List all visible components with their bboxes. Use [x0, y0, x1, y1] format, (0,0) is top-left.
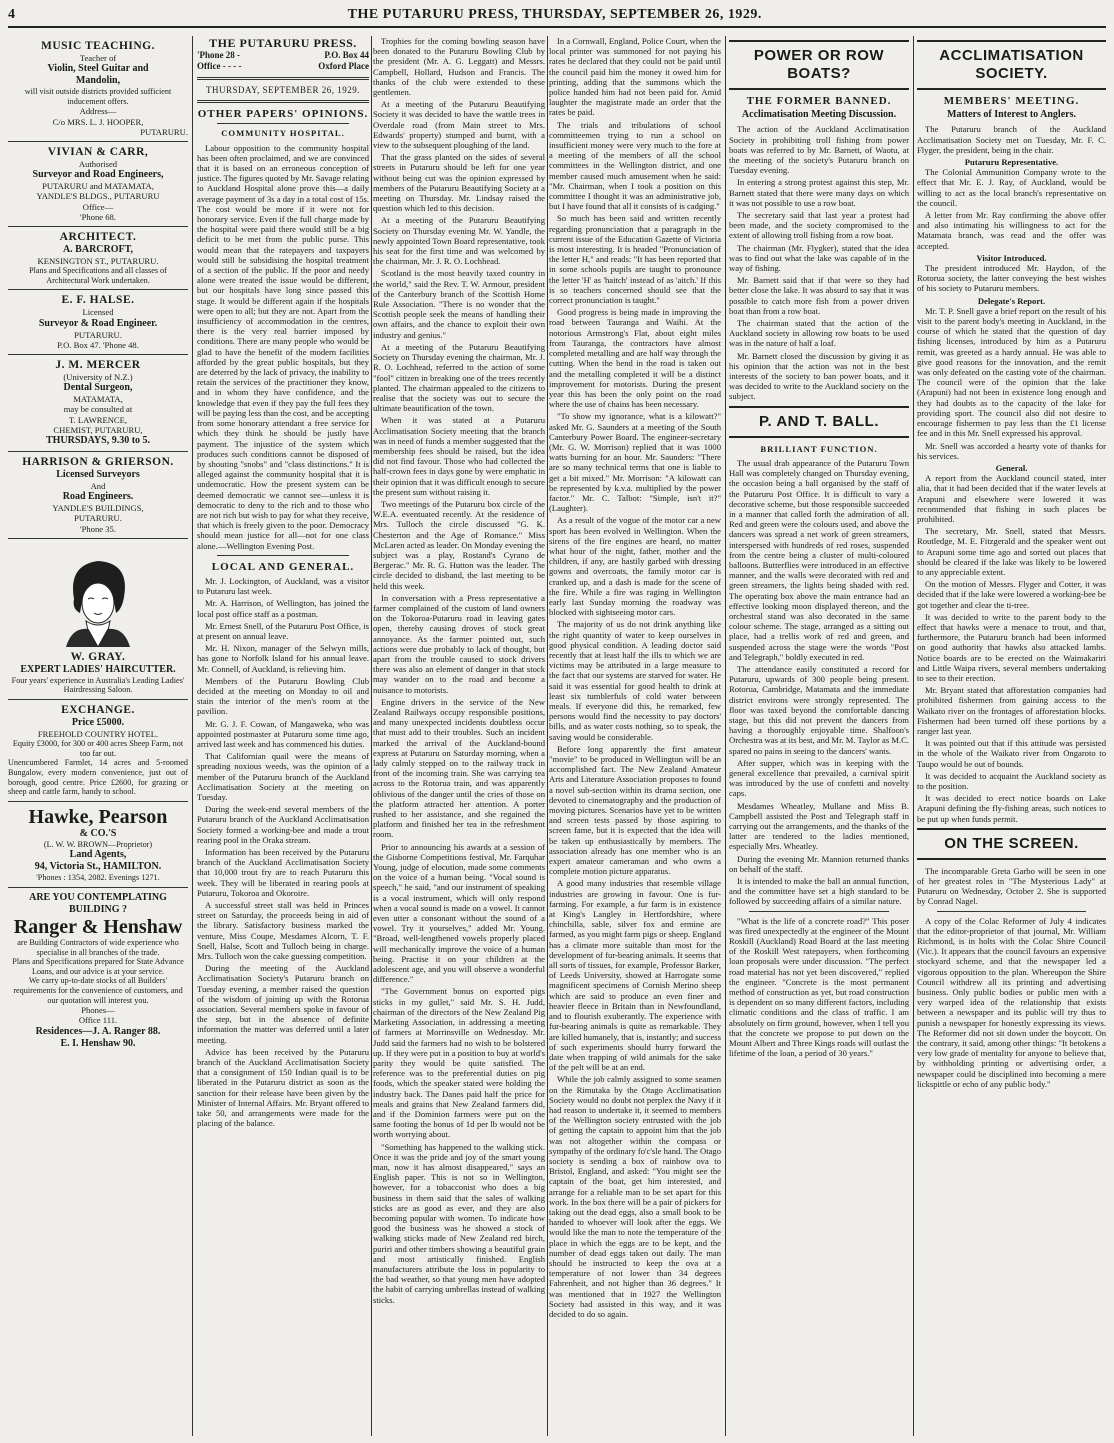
- column-rule: [913, 36, 914, 1436]
- ad-line: P.O. Box 47. 'Phone 48.: [57, 339, 139, 350]
- anglers-subheading: Matters of Interest to Anglers.: [947, 109, 1076, 121]
- mercer-ad: [8, 355, 188, 452]
- ad-line: 94, Victoria St., HAMILTON.: [34, 861, 162, 873]
- news-item: The majority of us do not drink anything like the right quantity of water to keep ourselves in good physical condition. A leading doctor said recently that at least half the ills to which we are victims may be attributed in a large measure to the fact that our systems are starved for water. He said it was essential for good health to drink at least six tumblerfuls of cold water between meals. If everyone did this, he remarked, few persons would find the necessity to pay doctors' bills, and as water costs nothing, so to speak, the saving would be considerable.: [549, 619, 721, 742]
- ad-title: Hawke, Pearson: [28, 805, 168, 828]
- paper-phone: 'Phone 28 -: [197, 50, 241, 60]
- news-item: A good many industries that resemble village industries are growing in favour. One is fur-farming. For example, a fur farm is in existence at King's Langley in Hertfordshire, where chinchilla, sable, silver fox and ermine are farmed, as you might farm pigs or sheep. England has a climate more suitable than most for the development of fur-bearing animals. It seems that all sorts of tissues, for example, Professor Barker, of Leeds University, showed at Harrogate some magnificent specimens of Cornish Merino sheep which are said to produce an even finer and heavier fleece in Britain than in Newfoundland, and to flourish exuberantly. The experience with fur-bearing animals is quite as remarkable. They are killed humanely, that is, instantly; and success of such experiments should hurry forward the date when trapping of wild animals for the sake of the pelt will be at an end.: [549, 878, 721, 1073]
- ad-line: Residences—J. A. Ranger 88.: [35, 1025, 161, 1037]
- members-meeting-subheading: MEMBERS' MEETING.: [943, 95, 1080, 107]
- article-paragraph: It was decided to erect notice boards on Lake Arapuni defining the fly-fishing areas, such notices to be put up when funds permit.: [917, 793, 1106, 824]
- halse-ad: [8, 290, 188, 355]
- divider: [217, 555, 349, 556]
- page-masthead: [8, 4, 1106, 28]
- ranger-henshaw-ad: [8, 888, 188, 1054]
- ad-title: HARRISON & GRIERSON.: [22, 456, 174, 469]
- news-item: "To show my ignorance, what is a kilowatt?" asked Mr. G. Saunders at a meeting of the South Canterbury Power Board. The engineer-secretary (Mr. G. W. Morrison) replied that it was 1000 watts burning for an hour. Mr. Saunders: "There are so many technical terms that one is liable to get a bit mixed." Mr. Morrison: "A kilowatt can be represented by k.v.a. multiplied by the power factor." Mr. C. Talbot: "Simple, isn't it?" (Laughter).: [549, 411, 721, 514]
- article-paragraph: After supper, which was in keeping with the general excellence that prevailed, a carnival spirit was introduced by the use of confetti and novelty caps.: [729, 757, 909, 799]
- paper-office: Office - - - -: [197, 61, 242, 71]
- harrison-grierson-ad: [8, 452, 188, 539]
- news-item: That Californian quail were the means of spreading noxious weeds, was the opinion of a member of the Putaruru branch of the Auckland Acclimatisation Society at the meeting on Tuesday.: [197, 751, 369, 802]
- news-item: Information has been received by the Putaruru branch of the Auckland Acclimatisation Society that 10,000 trout fry are to reach Putaruru this week. They will be liberated in rearing pools at Putaruru, Tokoroa and Okoroire.: [197, 847, 369, 898]
- ad-line: ARE YOU CONTEMPLATING BUILDING ?: [29, 891, 167, 915]
- ad-title: Ranger & Henshaw: [13, 915, 183, 938]
- ad-line: And: [90, 481, 106, 492]
- article-paragraph: Mr. Bryant stated that afforestation companies had prohibited fishermen from gaining access to the Waikato river on the frontages of afforestation blocks. Fishermen had been turned off these portions by a ranger last year.: [917, 685, 1106, 736]
- ad-line: (L. W. W. BROWN—Proprietor): [43, 839, 153, 849]
- news-item: At a meeting of the Putaruru Beautifying Society on Thursday evening the chairman, Mr. J. R. O. Lochhead, referred to the action of some "fool" citizen in breaking one of the trees recently planted. The chairman appealed to the citizens to realise that the society was out to secure the ultimate beautification of the town.: [373, 341, 545, 414]
- article-paragraph: The secretary said that last year a protest had been made, and the society compromised to the extent of allowing troll fishing from a row boat.: [729, 210, 909, 241]
- news-item: Engine drivers in the service of the New Zealand Railways occupy responsible positions, and many unexpected incidents doubtless occur that must add to their troubles. Such an incident marked the arrival of the Auckland-bound express at Putaruru on Saturday morning, when a lady calmly stepped on to the railway track in front of the incoming train. She was carrying tea across to the Rotorua train, and was apparently oblivious of the danger until the cries of those on the platform attracted her attention. A porter rushed to her assistance, and she regained the platform and finished her tea in the refreshment room.: [373, 696, 545, 840]
- news-item: The trials and tribulations of school committeemen trying to run a school on insufficient money were very much to the fore at a meeting of the members of all the school committees in the Wellington district, and one member caused much amusement when he said: "Mr. Chairman, when I took a position on this committee I thought it was an administrative job, but I have found that all it consists of is cadging.": [549, 119, 721, 212]
- ad-line: T. LAWRENCE,: [68, 414, 128, 425]
- local-general-heading: LOCAL AND GENERAL.: [211, 560, 355, 573]
- article-paragraph: The incomparable Greta Garbo will be seen in one of her greatest roles in "The Mysterious Lady" at Putaruru on Wednesday, October 2. She is supported by Conrad Nagel.: [917, 865, 1106, 907]
- hawke-pearson-ad: [8, 802, 188, 888]
- column-news-5: [729, 36, 909, 1436]
- ad-title: VIVIAN & CARR,: [47, 146, 149, 158]
- column-news-6: [917, 36, 1106, 1436]
- article-paragraph: Mr. T. P. Snell gave a brief report on the result of his visit to the parent body's meeting in Auckland, in the course of which he stated that the question of day fishing licenses, introduced by him as a Putaruru remit, was greeted as a hardy annual. He was able to give good reasons for the innovation, and the remit was only defeated on the casting vote of the chairman. The council were of the opinion that the lake (Arapuni) had not been in existence long enough and they had doubts as to the capacity of the lake for providing sport. The council also did not desire to encourage fishermen to pay less than the £1 license fee and in this Mr. Snell expressed his approval.: [917, 305, 1106, 439]
- article-paragraph: The attendance easily constituted a record for Putaruru, upwards of 300 people being present. Rotorua, Cambridge, Matamata and the immediate district environs were strongly represented. The floor was taxed beyond the comfortable dancing stage, but this did not prevent the dancers from having a thoroughly enjoyable time. Shalfoon's Orchestra was at its best, and Mr. M. Taylor as M.C. spared no pains in seeing to the dancers' wants.: [729, 663, 909, 756]
- column-news-3: [373, 36, 545, 1436]
- paper-box: P.O. Box 44: [324, 50, 369, 60]
- ad-line: Office—: [82, 201, 114, 212]
- brilliant-function-subheading: BRILLIANT FUNCTION.: [760, 443, 878, 454]
- article-paragraph: A report from the Auckland council stated, inter alia, that it had been decided that if the water levels at Arapuni and elsewhere were lowered it was recommended that fishing in such places be prohibited.: [917, 473, 1106, 524]
- ad-body: We carry up-to-date stocks of all Builders' requirements for the convenience of customers, and our quotation will interest you.: [13, 976, 183, 1005]
- ad-line: PUTARURU.: [74, 329, 122, 340]
- news-item: Mr. J. Lockington, of Auckland, was a visitor to Putaruru last week.: [197, 575, 369, 597]
- ad-title: ARCHITECT.: [59, 231, 137, 244]
- ad-line: Licensed Surveyors: [56, 469, 140, 481]
- pt-ball-heading: P. AND T. BALL.: [729, 406, 909, 438]
- news-item: While the job calmly assigned to some seamen on the Rimutaka by the Otago Acclimatisation Society would no doubt not perplex the Navy if it had reason to undertake it, it seemed to members of the Wellington society entrusted with the job of getting the captain to appoint him that the job was not altogether within the compass or sympathy of the ordinary fo'c'sle hand. The Otago society is sending a box of rainbow ova to Bristol, England, and asked: "You might see the captain of the boat, get him interested, and arrange for a reliable man to be set apart for this work. In the box there will be a pair of pickers for taking out the dead eggs, also a small book to be handed to whoever will look after the eggs. We would like the man to note the temperature of the place in which the eggs are to be kept, and the number of dead eggs taken out daily. The man should be instructed to keep the ova at a temperature of not lower than 34 degrees Fahrenheit, and not higher than 36 degrees." It was mentioned that in 1927 the Wellington Society had assisted in this way, and it was decided to do so again.: [549, 1074, 721, 1319]
- ad-body: are Building Contractors of wide experience who specialise in all branches of the trade.: [17, 937, 179, 957]
- ad-line: 'Phone 35.: [80, 523, 116, 534]
- news-item: Advice has been received by the Putaruru branch of the Auckland Acclimatisation Society that a consignment of 150 Indian quail is to be liberated in the Putaruru district as soon as the sanction for their release have been given by the Minister of Internal Affairs. Mr. Bryant offered to take 50, and arrangements were made for the placing of the balance.: [197, 1046, 369, 1129]
- section-subhead: Visitor Introduced.: [976, 252, 1047, 263]
- news-item: During the meeting of the Auckland Acclimatisation Society's Putaruru branch on Tuesday evening, a member raised the question of the wisdom of joining up with the Rotorua association. Several members spoke in favour of the step, but in the absence of definite information the matter was deferred until a later meeting.: [197, 963, 369, 1045]
- exchange-ad: [8, 700, 188, 802]
- ad-title: E. F. HALSE.: [61, 294, 135, 307]
- woman-portrait-illustration: [38, 547, 158, 647]
- ad-line: C/o MRS. L. J. HOOPER,: [52, 116, 144, 127]
- column-rule: [192, 36, 193, 1436]
- ad-line: Mandolin,: [75, 75, 121, 87]
- article-paragraph: On the motion of Messrs. Flyger and Cotter, it was decided that if the lake were lowered a working-bee be got together and clear the ti-tree.: [917, 579, 1106, 610]
- news-item: "What is the life of a concrete road?" This poser was fired unexpectedly at the engineer of the Mount Roskill (Auckland) Road Board at the last meeting of the Roskill West ratepayers, when forthcoming loan proposals were under discussion. "The perfect road material has not yet been discovered," replied the engineer. "Concrete is the most permanent method of construction as yet, but road construction is dependent on so many different factors, including climatic conditions and the class of traffic. I am absolutely on firm ground, however, when I tell you that the concrete we propose to put down on the Mount Albert and Three Kings roads will outlast the lifetime of the loan, a period of 30 years.": [729, 915, 909, 1059]
- former-banned-subheading: THE FORMER BANNED.: [746, 95, 892, 107]
- article-paragraph: Mr. Snell was accorded a hearty vote of thanks for his services.: [917, 440, 1106, 461]
- article-paragraph: The action of the Auckland Acclimatisation Society in prohibiting troll fishing from power boats was referred to by Mr. Barnett, of Waotu, at the meeting of the society's Putaruru branch on Tuesday evening.: [729, 124, 909, 176]
- ad-line: Dental Surgeon,: [63, 382, 133, 394]
- news-item: Members of the Putaruru Bowling Club decided at the meeting on Monday to oil and stain the interior of the men's room at the pavilion.: [197, 675, 369, 717]
- ad-line: PUTARURU.: [140, 126, 188, 137]
- masthead-title: THE PUTARURU PRESS, THURSDAY, SEPTEMBER 26, 1929.: [347, 7, 762, 22]
- article-paragraph: During the evening Mr. Mannion returned thanks on behalf of the staff.: [729, 853, 909, 874]
- divider: [937, 911, 1086, 912]
- ad-line: Surveyor & Road Engineer.: [38, 317, 158, 329]
- opinions-heading: OTHER PAPERS' OPINIONS.: [197, 108, 369, 121]
- column-editorial: [197, 36, 369, 1436]
- ad-line: KENSINGTON ST., PUTARURU.: [37, 256, 159, 267]
- ad-line: Phones—: [81, 1005, 115, 1016]
- article-paragraph: It was decided to write to the parent body to the effect that hawks were a menace to trout, and that, furthermore, the Putaruru branch had been informed on good authority that hawks also attacked lambs. Notice boards are to be erected on the Waimakariri and Little Waipa rivers, several members undertaking to see to their erection.: [917, 611, 1106, 683]
- article-paragraph: A letter from Mr. Ray confirming the above offer and also intimating his willingness to act for the Matamata branch, was read and the offer was accepted.: [917, 210, 1106, 251]
- ad-line: Surveyor and Road Engineers,: [32, 169, 164, 181]
- news-item: As a result of the vogue of the motor car a new sport has been evolved in Wellington. When the sirens of the fire engines are heard, no matter what hour of the night, father, mother and the children, if any, are hastily garbed with dressing gowns and overcoats, the family motor car is cranked up, and a dash is made for the scene of the fire. While a fire was raging in Wellington early last Sunday morning the roadway was blocked with sightseeing motor cars.: [549, 515, 721, 618]
- article-paragraph: The secretary, Mr. Snell, stated that Messrs. Routledge, M. E. Fitzgerald and the speaker went out to Arapuni some time ago and sorted out places that should be cleared if the lake was likely to be lowered to any appreciable extent.: [917, 526, 1106, 577]
- ad-line: Price £5000.: [71, 717, 125, 729]
- article-paragraph: It was pointed out that if this attitude was persisted in the whole of the Waikato river from Ongaroto to Taupo would be out of bounds.: [917, 738, 1106, 769]
- ad-body: Plans and Specifications and all classes of Architectural Work undertaken.: [29, 266, 167, 285]
- page-number: 4: [8, 7, 16, 22]
- column-rule: [371, 36, 372, 1436]
- ad-body: Plans and Specifications prepared for State Advance Loans, and our advice is at your service.: [12, 957, 184, 976]
- article-paragraph: The Putaruru branch of the Auckland Acclimatisation Society met on Tuesday, Mr. F. C. Flyger, the president, being in the chair.: [917, 124, 1106, 155]
- ad-line: Authorised: [78, 159, 118, 169]
- column-news-4: [549, 36, 721, 1436]
- article-paragraph: The chairman (Mr. Flygker), stated that the idea was to find out what the lake was capable of in the way of fishing.: [729, 242, 909, 274]
- column-ads: [8, 36, 188, 1436]
- power-row-boats-heading: POWER OR ROW BOATS?: [729, 40, 909, 90]
- news-item: A copy of the Colac Reformer of July 4 indicates that the editor-proprietor of that journal, Mr. William Richmond, is in holts with the Colac Shire Council (Vic.). It appears that the council favours an expensive stockyard scheme, and that the newspaper led a vigorous opposition to the plan. Whereupon the Shire Council withdrew all its printing and advertising business. Only public bodies or public men with a very warped idea of the relationship that exists between a newspaper and its public will try thus to punish a newspaper for honestly expressing its views. The Reformer did not sit down under the boycott. On the contrary, it said, among other things: "It betokens a very low grade of mentality for anyone to believe that, by withholding printing or advertising order, a newspaper could be disciplined into becoming a mere lickspittle or echo of any public body.": [917, 915, 1106, 1089]
- paper-phone-line: [197, 50, 369, 61]
- ad-line: & CO.'S: [79, 827, 117, 839]
- ad-line: PUTARURU and MATAMATA,: [42, 181, 154, 192]
- news-item: Trophies for the coming bowling season have been donated to the Putaruru Bowling Club by the president (Mr. A. G. Leggatt) and Messrs. Campbell, Hollard, Hudson and Francis. The thanks of the club were extended to these gentlemen.: [373, 36, 545, 98]
- news-item: Prior to announcing his awards at a session of the Gisborne Competitions festival, Mr. Farquhar Young, judge of elocution, made some comments on the voice of a human being. "Vocal sound is speech," he said, "and our instrument of speaking is a vocal instrument, which will only respond when a vocal sound is made on a vowel. It cannot even utter a consonant without the sound of a vowel. Try it yourselves," added Mr. Young. "Broad, well-lengthened vowels properly placed will mechanically improve the voice of a human being. Practise it on your children at the adolescent age, and you will observe a wonderful difference.": [373, 841, 545, 985]
- article-paragraph: It was decided to acquaint the Auckland society as to the position.: [917, 770, 1106, 791]
- article-paragraph: Mr. Barnett closed the discussion by giving it as his opinion that the action was not in the best interests of the society to ban power boats, and it was decided to write to the Auckland society on the subject.: [729, 350, 909, 402]
- paper-name: THE PUTARURU PRESS.: [209, 36, 357, 50]
- ad-body: Unencumbered Farmlet, 14 acres and 5-roomed Bungalow, every modern convenience, just out of borough, good centre. Price £2600, for grazing or sheep and cattle farm, handy to school.: [8, 758, 188, 797]
- news-item: Mr. Ernest Snell, of the Putaruru Post Office, is at present on annual leave.: [197, 620, 369, 641]
- ad-body: Four years' experience in Australia's Leading Ladies' Hairdressing Saloon.: [11, 675, 185, 695]
- news-item: In conversation with a Press representative a farmer complained of the custom of land owners on the Tokoroa-Putaruru road in leaving gates open, thereby causing droves of stock great annoyance. As the farmer pointed out, such actions were due probably to lack of thought, but apart from the trouble caused to stock drivers there was also an element of danger in that stock may wander on to the road and become a nuisance to motorists.: [373, 592, 545, 695]
- ad-line: Road Engineers.: [62, 491, 134, 503]
- ad-line: YANDLE'S BUILDINGS,: [52, 503, 144, 514]
- news-item: A successful street stall was held in Princes street on Saturday, the proceeds being in aid of the library. Satisfactory business marked the venture, Miss Coupe, Mesdames Alcorn, T. F. Snell, Halse, Scott and Tulloch being in charge. Mrs. Tulloch won the cake guessing competition.: [197, 900, 369, 962]
- ad-line: (University of N.Z.): [63, 372, 133, 383]
- ad-line: E. I. Henshaw 90.: [60, 1037, 136, 1049]
- news-item: When it was stated at a Putaruru Acclimatisation Society meeting that the branch was in need of funds a member suggested that the membership fees should be raised, but the idea did not find favour. Those who had collected the half-crown fees in days gone by were emphatic in their opinion that it was difficult enough to secure the present sum without raising it.: [373, 415, 545, 497]
- acclimatisation-discussion-subheading: Acclimatisation Meeting Discussion.: [741, 109, 897, 121]
- vivian-carr-ad: [8, 142, 188, 227]
- article-paragraph: The Colonial Ammunition Company wrote to the effect that Mr. E. J. Ray, of Auckland, would be willing to act as the local branch's representative on the council.: [917, 167, 1106, 208]
- ad-line: Land Agents,: [69, 849, 127, 861]
- news-item: At a meeting of the Putaruru Beautifying Society on Thursday evening Mr. W. Yandle, the newly appointed Town Board representative, took his seat for the first time and was welcomed by the chairman, Mr. J. R. O. Lochhead.: [373, 215, 545, 267]
- news-item: Mr. H. Nixon, manager of the Selwyn mills, has gone to Norfolk Island for his annual leave. Mr. Connell, of Auckland, is relieving him.: [197, 643, 369, 674]
- divider: [749, 911, 889, 912]
- paper-place: Oxford Place: [318, 61, 369, 71]
- architect-ad: [8, 227, 188, 290]
- ad-line: EXPERT LADIES' HAIRCUTTER.: [20, 663, 176, 675]
- paper-office-line: [197, 61, 369, 72]
- news-item: Scotland is the most heavily taxed country in the world," said the Rev. T. W. Armour, president of the Canterbury branch of the Scottish Home Rule Association. "There is no wonder that the Scottish people seek the means of handling their own affairs, and the chance to exploit their own industry and genius.": [373, 268, 545, 340]
- divider: [197, 100, 369, 103]
- ad-line: Teacher of: [79, 53, 117, 63]
- ad-line: Address—: [79, 106, 117, 117]
- news-item: Before long apparently the first amateur "movie" to be produced in Wellington will be an accomplished fact. The New Zealand Amateur Arts and Literature Association proposes to found a novel sub-section within its drama section, one devoted to cinematography and the production of moving pictures. Scenarios have yet to be written and screen tests passed by those aspiring to screen fame, but it is expected that the idea will be taken up enthusiastically by members. The association already has one member who is an expert amateur cameraman and who owns a complete motion picture apparatus.: [549, 743, 721, 877]
- ad-line: THURSDAYS, 9.30 to 5.: [45, 435, 151, 447]
- column-rule: [725, 36, 726, 1436]
- ad-body: will visit outside districts provided sufficient inducement offers.: [24, 87, 172, 106]
- ad-line: Licensed: [82, 307, 114, 318]
- section-subhead: Putaruru Representative.: [964, 157, 1059, 168]
- hospital-heading: COMMUNITY HOSPITAL.: [221, 128, 345, 139]
- ad-line: 'Phone 68.: [80, 211, 116, 222]
- article-paragraph: It is intended to make the ball an annual function, and the committee have set a high standard to be followed by succeeding affairs of a similar nature.: [729, 876, 909, 907]
- news-item: So much has been said and written recently regarding pronunciation that a paragraph in the current issue of the Education Gazette of Victoria is most interesting. It is headed "Pronunciation of the letter H," and reads: "It has been reported that in some schools pupils are taught to pronounce the letter 'H' as 'haitch' instead of as 'aitch.' If this is so teachers concerned should see that the correct pronunciation is taught.": [549, 213, 721, 306]
- article-paragraph: Mesdames Wheatley, Mullane and Miss B. Campbell assisted the Post and Telegraph staff in carrying out the arrangements, and the thanks of the latter are tendered to the ladies mentioned, especially Mrs. Wheatley.: [729, 800, 909, 852]
- article-paragraph: The president introduced Mr. Haydon, of the Rotorua society, the latter conveying the best wishes of his society to Putaruru members.: [917, 263, 1106, 294]
- news-item: "Something has happened to the walking stick. Once it was the pride and joy of the smart young man, now it has almost disappeared," says an English paper. This is not so in Wellington, however, for a tobacconist who does a big business in them said that the sales of walking sticks are as good as ever, and they are also becoming popular with women. To indicate how good the business was he showed a stock of walking sticks made of New Zealand red birch, puriri and other timbers showing a beautiful grain and most artistically finished. English manufacturers attribute the loss in popularity to the bad weather, so that young men have adopted the habit of carrying umbrellas instead of walking sticks.: [373, 1141, 545, 1305]
- on-the-screen-heading: ON THE SCREEN.: [917, 828, 1106, 860]
- article-paragraph: The chairman stated that the action of the Auckland society in allowing row boats to be used was in the nature of half a loaf.: [729, 318, 909, 349]
- news-item: Two meetings of the Putaruru box circle of the W.E.A. eventuated recently. At the residence of Mrs. Tulloch the circle discussed "G. K. Chesterton and the Age of Romance." Miss McLaren acted as leader. On Monday evening the subject was a play, Rostand's Cyrano de Bergerac." Mr. R. G. Hutton was the leader. The circle decided to disband, the last meeting to be held this week.: [373, 498, 545, 591]
- ad-line: PUTARURU.: [74, 513, 122, 524]
- news-item: That the grass planted on the sides of several streets in Putaruru should be left for one year without being cut was the opinion expressed by members of the Putaruru Beautifying Society at a meeting on Thursday. Mr. Lindsay raised the question which led to this decision.: [373, 152, 545, 214]
- article-paragraph: In entering a strong protest against this step, Mr. Barnett stated that there were many days on which it was not possible to use a row boat.: [729, 177, 909, 208]
- ad-line: 'Phones : 1354, 2082. Evenings 1271.: [36, 873, 160, 883]
- article-paragraph: Labour opposition to the community hospital has been often proclaimed, and we are convinced that it is based on an erroneous conception of justice. The figures quoted by Mr. Savage relating to Auckland Hospital alone prove this—a daily average payment of 3s a day in a total cost of 15s. The cost would be more if it were not for honorary service. Even if the full charge made by the hospital were paid there would still be a big deficit to be met from the public purse. This would mean that the ratepayers and taxpayers would still be subsidising the hospital treatment of a section of the public. If the poor and needy alone were treated the issue would be different, but our hospitals have long since passed this stage. It would be different again if the hospitals were open to all; but they are not. Apart from the insufficiency of accommodation in the centres, there is the very real barrier imposed by conditions. There are many people who would be glad to have the benefit of the modern facilities afforded by the great public hospitals, but they are deterred by the lack of privacy, the inability to retain the services of the practitioner they know, and in whom they have confidence, and the knowledge that even if they pay the full fees they will be paying less than the cost, and be accepting from some honorary attendant a free service for which they think he should be justly have payment. The injustice of the system which produces such conditions cannot be disposed of by shouting "snobs" and "class distinctions." It is alleged against the community hospital that it is undemocratic. How the present system can be deemed democratic we cannot see—unless it is democratic to deny to the rich and to those who are not rich but wish to pay for what they receive, that which is freely given to the poor. Democracy should mean justice for all—not for one class alone.—Wellington Evening Post.: [197, 142, 369, 551]
- gray-hairdresser-ad: [8, 539, 188, 700]
- music-teaching-ad: [8, 36, 188, 142]
- ad-line: FREEHOLD COUNTRY HOTEL.: [37, 729, 159, 740]
- news-item: At a meeting of the Putaruru Beautifying Society it was decided to have the wattle trees in Overdale road (from Main street to Mrs. Edwards' property) stumped and burnt, with a view to the subsequent ploughing of the land.: [373, 99, 545, 151]
- acclimatisation-society-heading: ACCLIMATISATION SOCIETY.: [917, 40, 1106, 90]
- ad-line: YANDLE'S BLDGS., PUTARURU: [36, 191, 160, 202]
- article-paragraph: Mr. Barnett said that if that were so they had better close the lake. It was absurd to say that it was possible to catch more fish from a power driven boat than from a row boat.: [729, 275, 909, 316]
- column-rule: [547, 36, 548, 1436]
- ad-line: MATAMATA,: [73, 394, 123, 405]
- ad-line: CHEMIST, PUTARURU,: [53, 424, 143, 435]
- ad-body: Equity £3000, for 300 or 400 acres Sheep Farm, not too far out.: [12, 739, 184, 758]
- issue-date: THURSDAY, SEPTEMBER 26, 1929.: [205, 85, 361, 95]
- ad-title: EXCHANGE.: [61, 704, 135, 717]
- news-item: In a Cornwall, England, Police Court, when the local printer was summoned for not paying his rates he declared that they could not be paid until the council paid him the money it owed him for printing, adding that the summons which the police handed him had not been paid for. Amid laughter the magistrate made an order that the rates be paid.: [549, 36, 721, 118]
- ad-line: may be consulted at: [63, 404, 133, 415]
- news-item: During the week-end several members of the Putaruru branch of the Auckland Acclimatisation Society formed a working-bee and made a trout rearing pool in the Oraka stream.: [197, 804, 369, 845]
- ad-line: Violin, Steel Guitar and: [47, 63, 149, 75]
- ad-title: W. GRAY.: [70, 650, 126, 663]
- ad-title: J. M. MERCER: [55, 359, 141, 372]
- ad-title: MUSIC TEACHING.: [41, 40, 155, 52]
- ad-line: Office 111.: [78, 1015, 118, 1026]
- news-item: Mr. A. Harrison, of Wellington, has joined the local post office staff as a postman.: [197, 598, 369, 619]
- news-item: "The Government bonus on exported pigs sticks in my gullet," said Mr. S. H. Judd, chairman of the directors of the New Zealand Pig Marketing Association, in addressing a meeting of farmers at Morrinsville on Wednesday. Mr. Judd said the farmers had no wish to be bolstered up. If they were put in a position to buy at world's parity they would be quite satisfied. The reference was to the preferential duties on pig foods, which the speaker stated were holding the industry back. The Danes paid half the price for meals and grains that New Zealand farmers did, and if the Dominion farmers were put on the same footing the bonus of 1d per lb would not be worth worrying about.: [373, 986, 545, 1140]
- divider: [197, 77, 369, 80]
- article-paragraph: The usual drab appearance of the Putaruru Town Hall was completely changed on Thursday evening, the occasion being a ball organised by the staff of the Putaruru Post Office. It is difficult to vary a decorative scheme, but those responsible succeeded in a manner that called forth the admiration of all. Red and green were the colours used, and above the dancers was spread a net work of green streamers, interspersed with hundreds of red roses, suspended from the centre being a cluster of multi-coloured balloons. Butterflies were introduced in an effective manner, and the walls were decorated with red and green streamers, the lights being shaded with red. The operating box above the main entrance had an effective looking moon displayed thereon, and the orchestral stand was also decorated in the same colour scheme. The stage, arranged as a sitting out place, had a trellis work of red and green, and suspended across the stage were the words "Post and Telegraph," boldly executed in red.: [729, 457, 909, 662]
- news-item: Good progress is being made in improving the road between Tauranga and Waihi. At the notorious Armstrong's Flat, about eight miles from Tauranga, the contractors have almost completed metalling and are half way through the cutting. When the bend in the road is taken out and the metalling completed it will be a distinct improvement for motorists. During the present year this has been the only point on the road where the use of chains has been necessary.: [549, 307, 721, 410]
- divider: [217, 123, 349, 124]
- section-subhead: General.: [995, 462, 1028, 473]
- news-item: Mr. G. J. F. Cowan, of Mangaweka, who was appointed postmaster at Putaruru some time ago, arrived last week and has commenced his duties.: [197, 718, 369, 749]
- ad-line: A. BARCROFT,: [62, 244, 134, 256]
- section-subhead: Delegate's Report.: [977, 295, 1046, 306]
